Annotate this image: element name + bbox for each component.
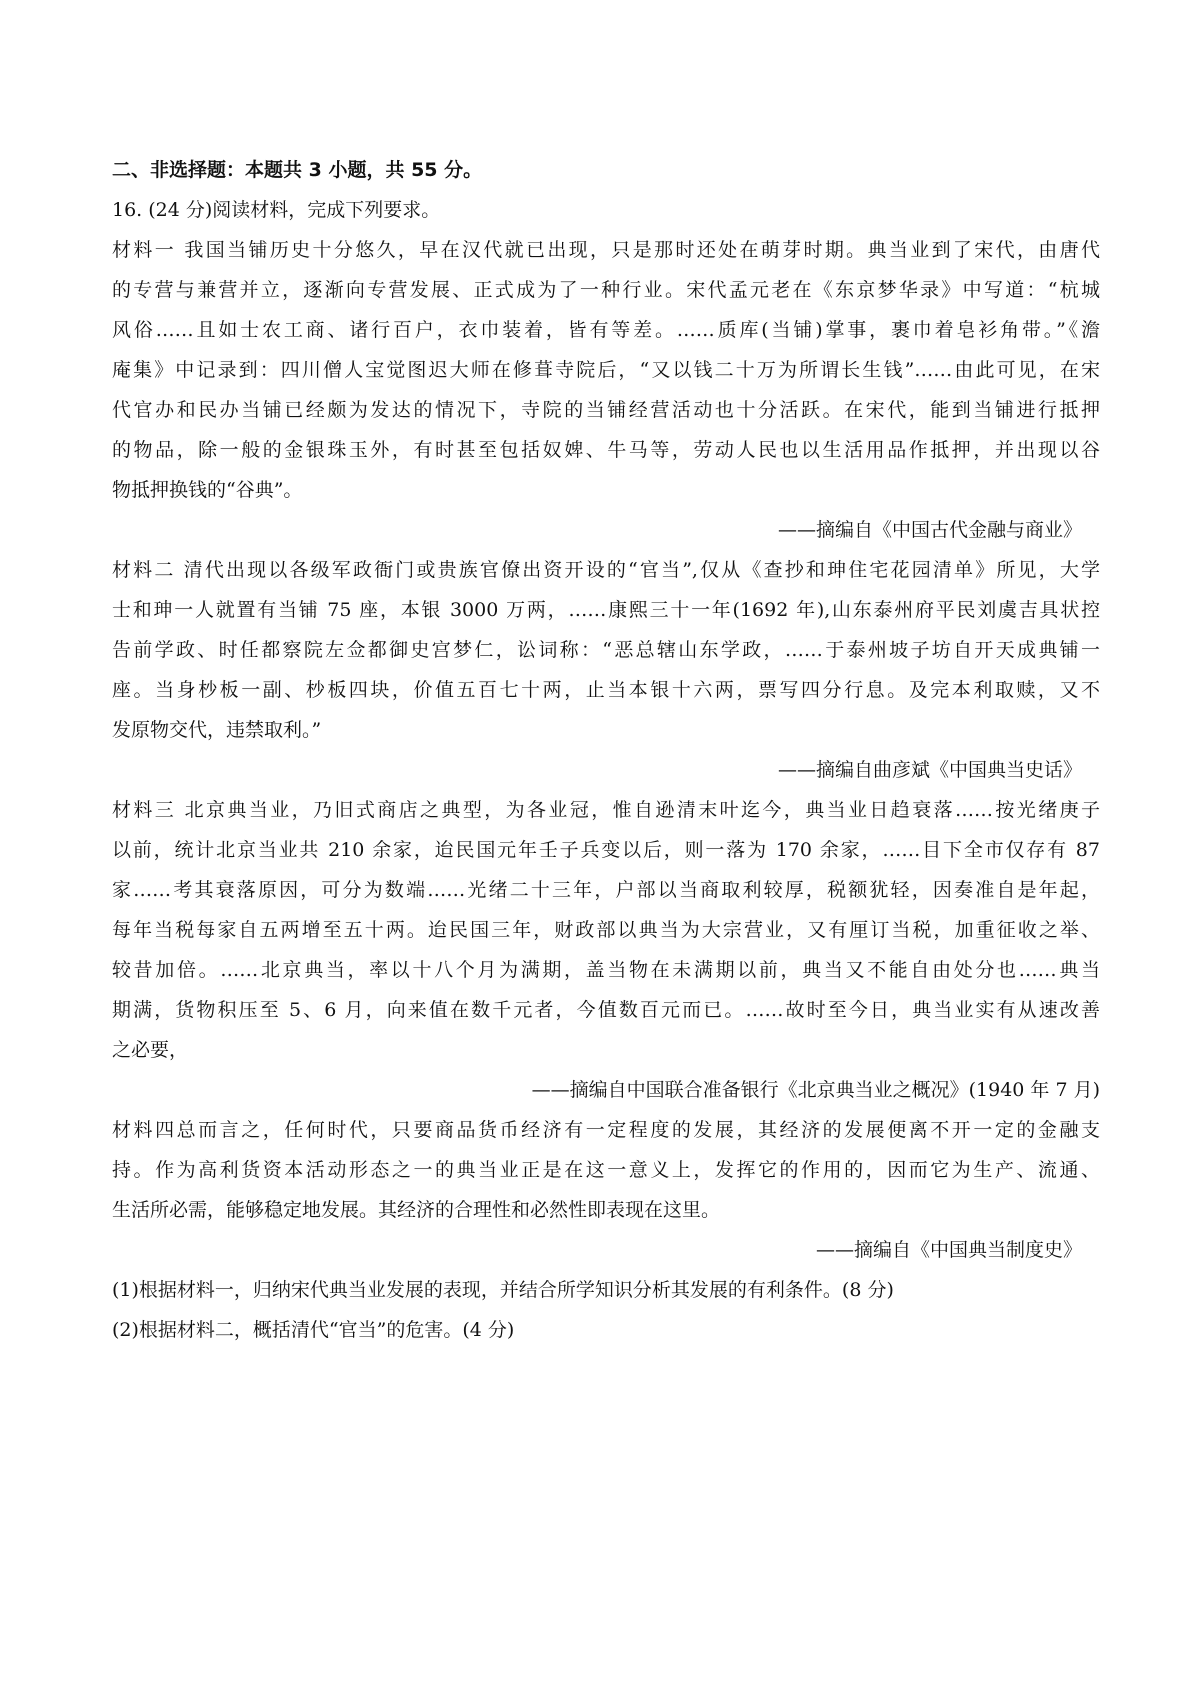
subquestion-1: (1)根据材料一，归纳宋代典当业发展的表现，并结合所学知识分析其发展的有利条件。(8 分) xyxy=(112,1279,894,1301)
material-4-line: 持。作为高利货资本活动形态之一的典当业正是在这一意义上，发挥它的作用的，因而它为生产、流通、 xyxy=(112,1159,1100,1181)
material-3 xyxy=(112,790,1100,1110)
question-title: 16. (24 分)阅读材料，完成下列要求。 xyxy=(112,199,441,221)
material-2-source: ——摘编自曲彦斌《中国典当史话》 xyxy=(777,759,1082,781)
material-3-source: ——摘编自中国联合准备银行《北京典当业之概况》(1940 年 7 月) xyxy=(531,1079,1100,1101)
material-2-line: 士和珅一人就置有当铺 75 座，本银 3000 万两，……康熙三十一年(1692 年),山东泰州府平民刘虞吉具状控 xyxy=(112,599,1100,621)
subquestion-2: (2)根据材料二，概括清代“官当”的危害。(4 分) xyxy=(112,1319,515,1341)
material-1-source: ——摘编自《中国古代金融与商业》 xyxy=(777,519,1082,541)
material-3-line: 以前，统计北京当业共 210 余家，迨民国元年壬子兵变以后，则一落为 170 余家，……目下全市仅存有 87 xyxy=(112,839,1100,861)
material-1-line: 材料一 我国当铺历史十分悠久，早在汉代就已出现，只是那时还处在萌芽时期。典当业到了宋代，由唐代 xyxy=(112,239,1100,261)
material-4-line: 生活所必需，能够稳定地发展。其经济的合理性和必然性即表现在这里。 xyxy=(112,1199,721,1221)
material-4-line: 材料四总而言之，任何时代，只要商品货币经济有一定程度的发展，其经济的发展便离不开一定的金融支 xyxy=(112,1119,1100,1141)
material-3-line: 每年当税每家自五两增至五十两。迨民国三年，财政部以典当为大宗营业，又有厘订当税，加重征收之举、 xyxy=(112,919,1100,941)
material-4-source: ——摘编自《中国典当制度史》 xyxy=(815,1239,1082,1261)
material-1 xyxy=(112,230,1100,550)
material-2 xyxy=(112,550,1100,790)
material-2-line: 告前学政、时任都察院左佥都御史宫梦仁，讼词称：“恶总辖山东学政，……于泰州坡子坊自开天成典铺一 xyxy=(112,639,1100,661)
material-3-line: 期满，货物积压至 5、6 月，向来值在数千元者，今值数百元而已。……故时至今日，典当业实有从速改善 xyxy=(112,999,1100,1021)
material-3-line: 之必要， xyxy=(112,1039,189,1061)
material-1-line: 风俗……且如士农工商、诸行百户，衣巾装着，皆有等差。……质库(当铺)掌事，裹巾着皂衫角带。”《澹 xyxy=(112,319,1100,341)
material-3-line: 家……考其衰落原因，可分为数端……光绪二十三年，户部以当商取利较厚，税额犹轻，因奏准自是年起， xyxy=(112,879,1100,901)
section-title: 二、非选择题：本题共 3 小题，共 55 分。 xyxy=(112,159,483,181)
material-1-line: 庵集》中记录到：四川僧人宝觉图迟大师在修葺寺院后，“又以钱二十万为所谓长生钱”……由此可见，在宋 xyxy=(112,359,1100,381)
material-3-line: 较昔加倍。……北京典当，率以十八个月为满期，盖当物在未满期以前，典当又不能自由处分也……典当 xyxy=(112,959,1100,981)
material-2-line: 发原物交代，违禁取利。” xyxy=(112,719,322,741)
subquestions xyxy=(112,1270,1100,1350)
material-1-line: 物抵押换钱的“谷典”。 xyxy=(112,479,303,501)
material-4 xyxy=(112,1110,1100,1270)
material-3-line: 材料三 北京典当业，乃旧式商店之典型，为各业冠，惟自逊清末叶迄今，典当业日趋衰落……按光绪庚子 xyxy=(112,799,1100,821)
material-1-line: 的专营与兼营并立，逐渐向专营发展、正式成为了一种行业。宋代孟元老在《东京梦华录》中写道：“杭城 xyxy=(112,279,1100,301)
material-2-line: 材料二 清代出现以各级军政衙门或贵族官僚出资开设的“官当”,仅从《查抄和珅住宅花园清单》所见，大学 xyxy=(112,559,1100,581)
material-1-line: 代官办和民办当铺已经颇为发达的情况下，寺院的当铺经营活动也十分活跃。在宋代，能到当铺进行抵押 xyxy=(112,399,1100,421)
material-2-line: 座。当身杪板一副、杪板四块，价值五百七十两，止当本银十六两，票写四分行息。及完本利取赎，又不 xyxy=(112,679,1100,701)
material-1-line: 的物品，除一般的金银珠玉外，有时甚至包括奴婢、牛马等，劳动人民也以生活用品作抵押，并出现以谷 xyxy=(112,439,1100,461)
exam-page xyxy=(112,150,1100,1350)
